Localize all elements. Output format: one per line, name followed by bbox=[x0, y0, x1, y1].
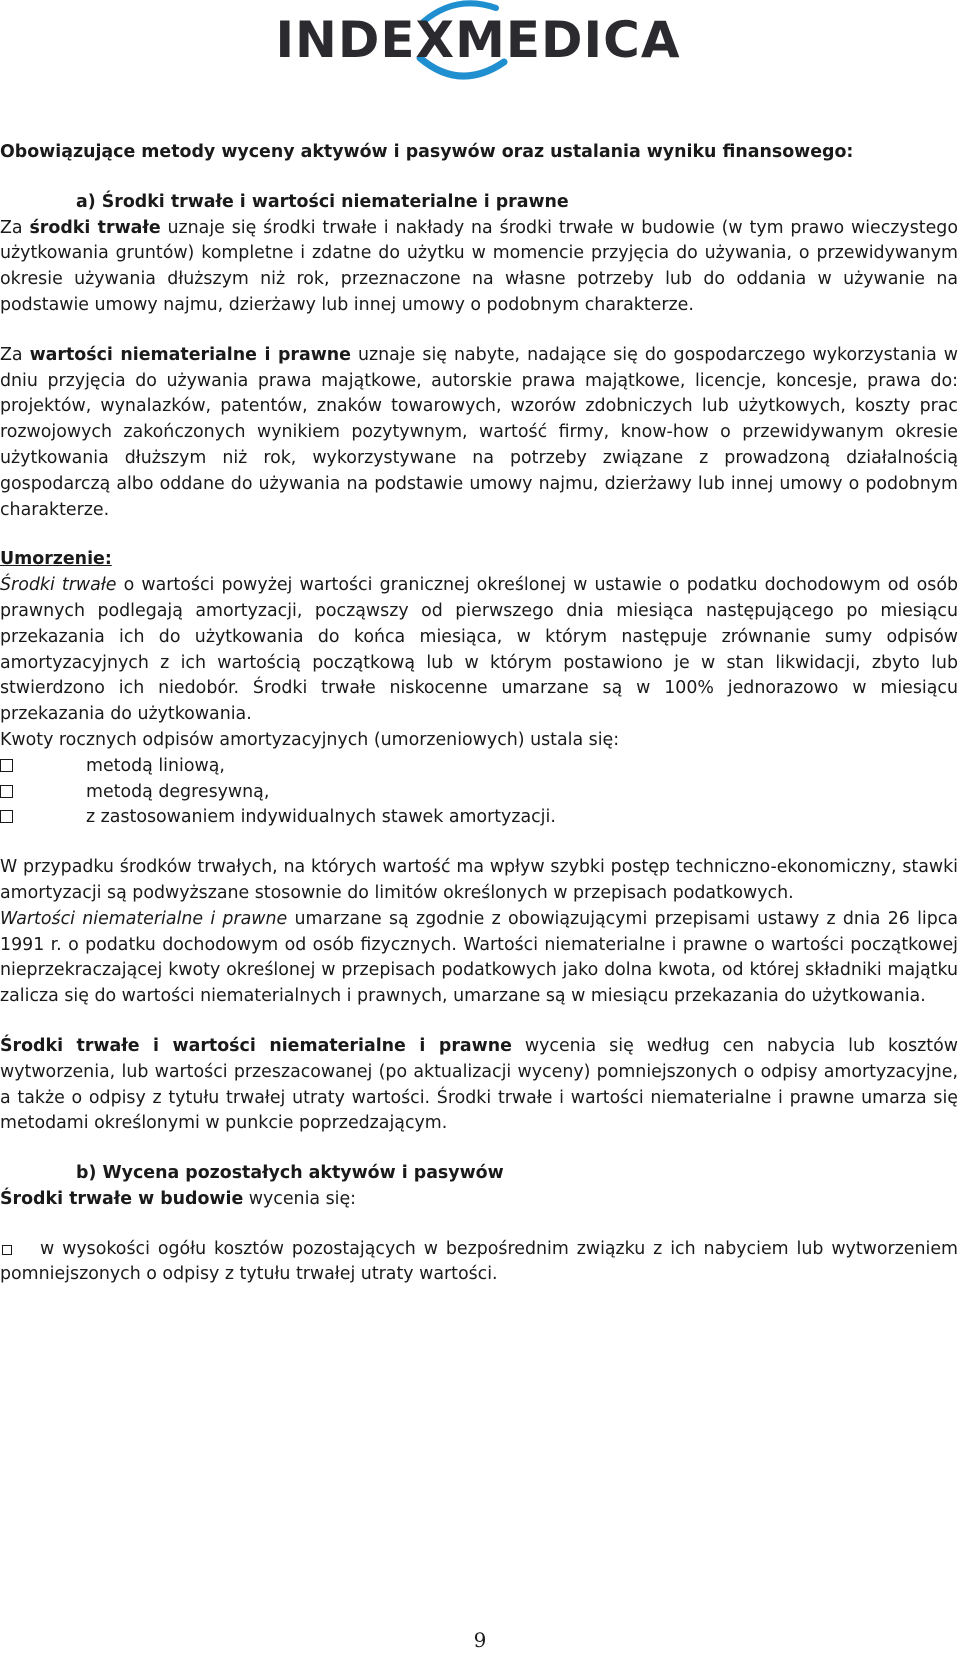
umorzenie-paragraph-3 bbox=[0, 907, 958, 1010]
section-a-paragraph-2 bbox=[0, 343, 958, 524]
text-run: Za bbox=[0, 217, 30, 238]
document-title: Obowiązujące metody wyceny aktywów i pasywów oraz ustalania wyniku finansowego: bbox=[0, 142, 854, 162]
bullet-text: w wysokości ogółu kosztów pozostających w bezpośrednim związku z ich nabyciem lub wytworzeniem pomniejszonych o odpisy z tytułu trwałej utraty wartości. bbox=[0, 1238, 958, 1285]
section-a-paragraph-1 bbox=[0, 216, 958, 319]
section-b-line bbox=[0, 1187, 958, 1213]
page-number: 9 bbox=[473, 1628, 487, 1652]
bold-term: środki trwałe bbox=[29, 217, 161, 238]
checkbox-bullet-icon bbox=[0, 810, 13, 823]
logo-text: INDEXMEDICA bbox=[275, 11, 681, 69]
text-run: o wartości powyżej wartości granicznej określonej w ustawie o podatku dochodowym od osób prawnych podlegają amortyzacji, począwszy od pierwszego dnia miesiąca następującego po miesiącu przekazania ich do użytkowania do końca miesiąca, w którym następuje zrównanie sumy odpisów amortyzacyjnych z ich wartością początkową lub w którym postawiono je w stan likwidacji, zbyto lub stwierdzono ich niedobór. Środki trwałe niskocenne umarzane są w 100% jednorazowo w miesiącu przekazania do użytkowania. bbox=[0, 575, 959, 725]
methods-intro: Kwoty rocznych odpisów amortyzacyjnych (umorzeniowych) ustala się: bbox=[0, 729, 620, 750]
document-body bbox=[0, 140, 958, 1288]
section-b-heading: b) Wycena pozostałych aktywów i pasywów bbox=[76, 1163, 504, 1184]
section-a-heading: a) Środki trwałe i wartości niematerialne i prawne bbox=[76, 191, 569, 212]
umorzenie-heading: Umorzenie: bbox=[0, 549, 112, 570]
list-item-label: metodą degresywną, bbox=[86, 781, 270, 802]
list-item bbox=[0, 754, 958, 780]
text-run: umarzane są zgodnie z obowiązującymi przepisami ustawy z dnia 26 lipca 1991 r. o podatku dochodowym od osób fizycznych. Wartości niematerialne i prawne o wartości początkowej nieprzekraczającej kwoty określonej w przepisach podatkowych jako dolna kwota, od której składniki majątku zalicza się do wartości niematerialnych i prawnych, umarzane są w miesiącu przekazania do użytkowania. bbox=[0, 908, 958, 1007]
section-b-bullet bbox=[0, 1237, 958, 1289]
square-bullet-icon bbox=[2, 1245, 12, 1255]
text-run: wycenia się: bbox=[243, 1188, 357, 1209]
text-run: uznaje się środki trwałe i nakłady na środki trwałe w budowie (w tym prawo wieczystego użytkowania gruntów) kompletne i zdatne do użytku w momencie przyjęcia do używania, o przewidywanym okresie używania dłuższym niż rok, przeznaczone na własne potrzeby lub do oddania w używanie na podstawie umowy najmu, dzierżawy lub innej umowy o podobnym charakterze. bbox=[0, 217, 958, 315]
umorzenie-paragraph-1 bbox=[0, 573, 958, 728]
checkbox-bullet-icon bbox=[0, 785, 13, 798]
text-run: wycenia się według cen nabycia lub kosztów wytworzenia, lub wartości przeszacowanej (po aktualizacji wyceny) pomniejszonych o odpisy amortyzacyjne, a także o odpisy z tytułu trwałej utraty wartości. Środki trwałe i wartości niematerialne i prawne umarza się metodami określonymi w punkcie poprzedzającym. bbox=[0, 1035, 958, 1134]
indexmedica-logo bbox=[228, 0, 728, 84]
list-item-label: z zastosowaniem indywidualnych stawek amortyzacji. bbox=[86, 807, 556, 828]
bold-term: wartości niematerialne i prawne bbox=[29, 344, 351, 365]
text-run: Za bbox=[0, 344, 30, 365]
checkbox-bullet-icon bbox=[0, 759, 13, 772]
bold-term: Środki trwałe w budowie bbox=[0, 1188, 244, 1209]
list-item bbox=[0, 805, 958, 831]
italic-term: Środki trwałe bbox=[0, 575, 117, 596]
bold-term: Środki trwałe i wartości niematerialne i prawne bbox=[0, 1035, 512, 1056]
list-item-label: metodą liniową, bbox=[86, 755, 225, 776]
text-run: uznaje się nabyte, nadające się do gospodarczego wykorzystania w dniu przyjęcia do używania prawa majątkowe, autorskie prawa majątkowe, licencje, koncesje, prawa do: projektów, wynalazków, patentów, znaków towarowych, wzorów zdobniczych lub użytkowych, koszty prac rozwojowych zakończonych wynikiem pozytywnym, wartość firmy, know-how o przewidywanym okresie użytkowania dłuższym niż rok, wykorzystywane na potrzeby związane z prowadzoną działalnością gospodarczą albo oddane do używania na podstawie umowy najmu, dzierżawy lub innej umowy o podobnym charakterze. bbox=[0, 344, 958, 520]
italic-term: Wartości niematerialne i prawne bbox=[0, 908, 288, 929]
list-item bbox=[0, 780, 958, 806]
umorzenie-paragraph-4 bbox=[0, 1034, 958, 1137]
umorzenie-paragraph-2: W przypadku środków trwałych, na których wartość ma wpływ szybki postęp techniczno-ekonomiczny, stawki amortyzacji są podwyższane stosownie do limitów określonych w przepisach podatkowych. bbox=[0, 857, 958, 903]
